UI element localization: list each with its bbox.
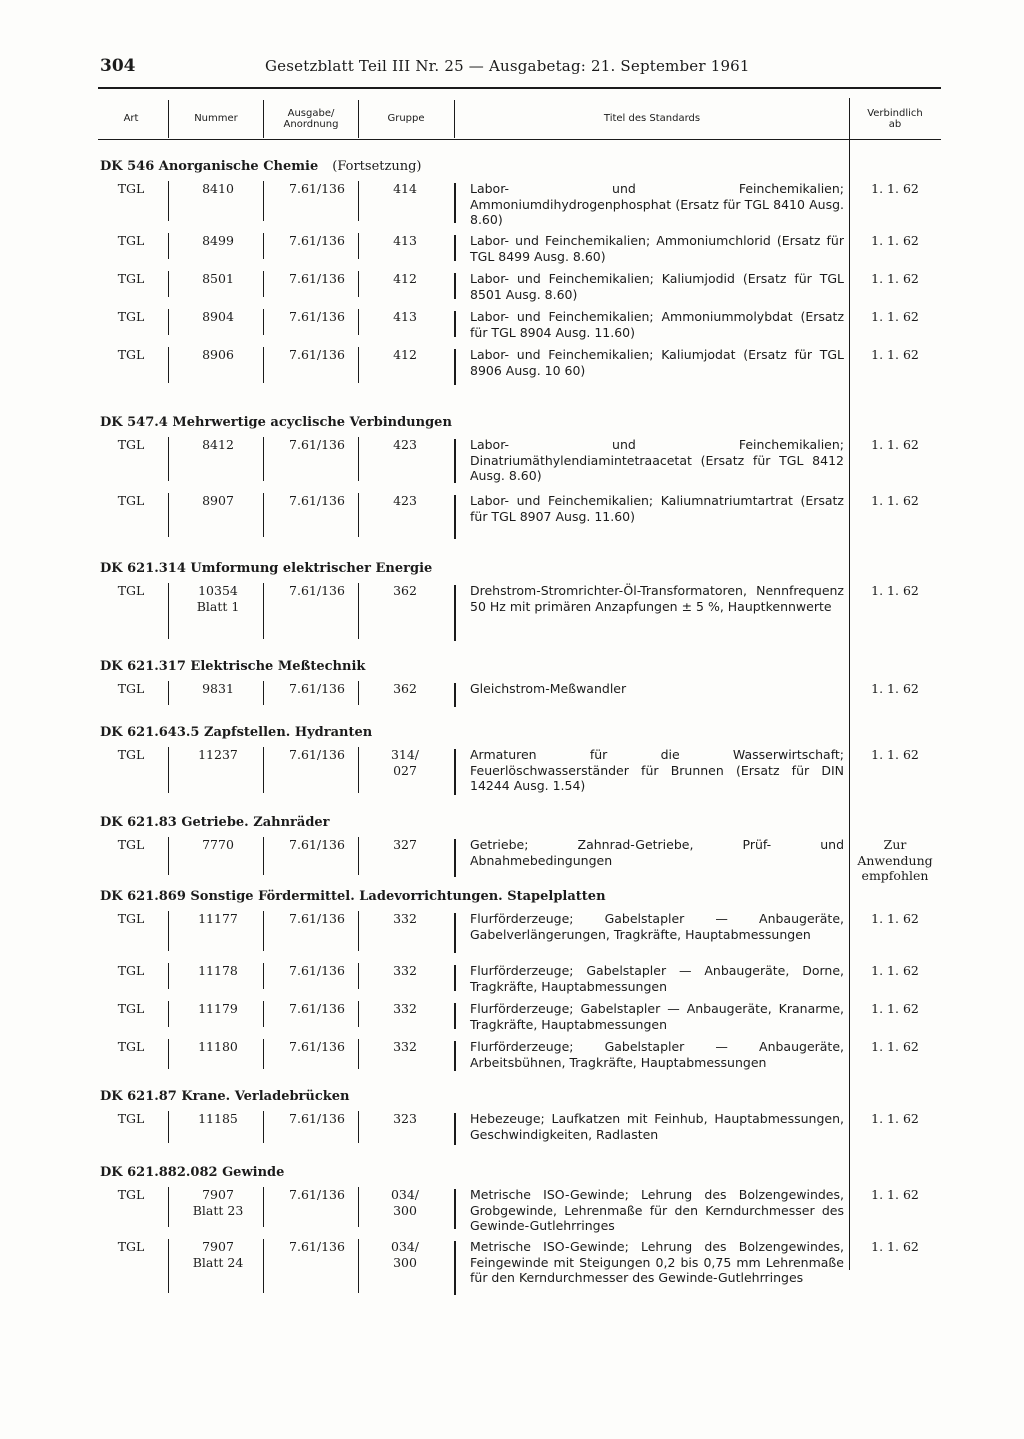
row-divider-line (263, 181, 264, 221)
row-divider-line (263, 837, 264, 875)
row-divider-line (263, 911, 264, 951)
table-row (98, 491, 941, 547)
row-divider-line (454, 839, 456, 877)
row-divider-line (358, 309, 359, 335)
cell-gruppe: 412 (393, 347, 417, 362)
cell-gruppe: 362 (393, 681, 417, 696)
cell-nummer: 8904 (202, 309, 234, 324)
section-note: (Fortsetzung) (332, 159, 422, 174)
row-divider-line (168, 681, 169, 705)
cell-nummer: 8907 (202, 493, 234, 508)
row-divider-line (263, 1039, 264, 1069)
cell-art: TGL (117, 347, 145, 362)
section-title (98, 557, 941, 581)
cell-verbindlich: 1. 1. 62 (871, 347, 919, 362)
table-row (98, 581, 941, 649)
cell-ausgabe: 7.61/136 (289, 271, 345, 286)
row-divider-line (263, 1001, 264, 1027)
column-header-nummer: Nummer (194, 113, 238, 125)
section-title (98, 155, 941, 179)
row-divider-line (454, 183, 456, 223)
row-divider-line (454, 1041, 456, 1071)
cell-nummer: 11237 (198, 747, 238, 762)
cell-art: TGL (117, 583, 145, 598)
cell-ausgabe: 7.61/136 (289, 181, 345, 196)
cell-ausgabe: 7.61/136 (289, 309, 345, 324)
cell-titel: Metrische ISO-Gewinde; Lehrung des Bolzengewindes, Feingewinde mit Steigungen 0,2 bis 0,75 mm Lehrenmaße für den Kerndurchmesser des Gewinde-Gutlehrringes (470, 1239, 844, 1285)
cell-art: TGL (117, 309, 145, 324)
row-divider-line (263, 1187, 264, 1227)
section-title (98, 1161, 941, 1185)
cell-verbindlich: 1. 1. 62 (871, 1239, 919, 1254)
column-divider (168, 100, 169, 138)
row-divider-line (168, 911, 169, 951)
column-header-gruppe: Gruppe (387, 113, 425, 125)
cell-verbindlich: 1. 1. 62 (871, 1001, 919, 1016)
row-divider-line (263, 1111, 264, 1143)
cell-ausgabe: 7.61/136 (289, 583, 345, 598)
header-bottom-rule (98, 139, 941, 140)
row-divider-line (168, 437, 169, 481)
page-number: 304 (100, 56, 136, 76)
cell-ausgabe: 7.61/136 (289, 963, 345, 978)
cell-nummer: 11185 (198, 1111, 238, 1126)
cell-verbindlich: 1. 1. 62 (871, 181, 919, 196)
cell-titel: Labor- und Feinchemikalien; Ammoniumchlorid (Ersatz für TGL 8499 Ausg. 8.60) (470, 233, 844, 264)
row-divider-line (263, 347, 264, 383)
cell-ausgabe: 7.61/136 (289, 911, 345, 926)
row-divider-line (263, 583, 264, 639)
cell-art: TGL (117, 493, 145, 508)
cell-verbindlich: 1. 1. 62 (871, 233, 919, 248)
table-row (98, 435, 941, 491)
cell-nummer: 7907 Blatt 23 (192, 1187, 244, 1218)
table-row (98, 1185, 941, 1237)
cell-gruppe: 327 (393, 837, 417, 852)
row-divider-line (263, 493, 264, 537)
table-row (98, 179, 941, 231)
row-divider-line (454, 585, 456, 641)
cell-ausgabe: 7.61/136 (289, 437, 345, 452)
cell-ausgabe: 7.61/136 (289, 347, 345, 362)
cell-ausgabe: 7.61/136 (289, 1111, 345, 1126)
cell-titel: Flurförderzeuge; Gabelstapler — Anbaugeräte, Dorne, Tragkräfte, Hauptabmessungen (470, 963, 844, 994)
row-divider-line (454, 913, 456, 953)
row-divider-line (454, 439, 456, 483)
cell-titel: Flurförderzeuge; Gabelstapler — Anbaugeräte, Gabelverlängerungen, Tragkräfte, Hauptabmessungen (470, 911, 844, 942)
table-row (98, 999, 941, 1037)
standards-table (98, 155, 941, 1303)
cell-gruppe: 362 (393, 583, 417, 598)
row-divider-line (168, 1039, 169, 1069)
table-row (98, 835, 941, 885)
cell-verbindlich: 1. 1. 62 (871, 271, 919, 286)
column-header-titel: Titel des Standards (603, 113, 701, 125)
section-title-text: DK 621.87 Krane. Verladebrücken (100, 1089, 350, 1104)
cell-gruppe: 414 (393, 181, 417, 196)
cell-art: TGL (117, 181, 145, 196)
row-divider-line (168, 271, 169, 297)
row-divider-line (358, 1039, 359, 1069)
cell-verbindlich: 1. 1. 62 (871, 309, 919, 324)
row-divider-line (454, 495, 456, 539)
top-rule (98, 87, 941, 89)
cell-gruppe: 332 (393, 1039, 417, 1054)
cell-nummer: 8410 (202, 181, 234, 196)
row-divider-line (263, 747, 264, 793)
cell-art: TGL (117, 271, 145, 286)
cell-art: TGL (117, 1239, 145, 1254)
cell-nummer: 8412 (202, 437, 234, 452)
row-divider-line (454, 749, 456, 795)
row-divider-line (168, 347, 169, 383)
section-title (98, 885, 941, 909)
row-divider-line (454, 1189, 456, 1229)
cell-verbindlich: 1. 1. 62 (871, 911, 919, 926)
cell-verbindlich: 1. 1. 62 (871, 1111, 919, 1126)
cell-titel: Flurförderzeuge; Gabelstapler — Anbaugeräte, Arbeitsbühnen, Tragkräfte, Hauptabmessungen (470, 1039, 844, 1070)
row-divider-line (168, 963, 169, 989)
row-divider-line (263, 1239, 264, 1293)
cell-ausgabe: 7.61/136 (289, 681, 345, 696)
cell-art: TGL (117, 1187, 145, 1202)
row-divider-line (454, 1003, 456, 1029)
cell-gruppe: 034/ 300 (390, 1239, 420, 1270)
cell-ausgabe: 7.61/136 (289, 837, 345, 852)
cell-ausgabe: 7.61/136 (289, 747, 345, 762)
table-row (98, 1109, 941, 1153)
cell-verbindlich: 1. 1. 62 (871, 437, 919, 452)
cell-titel: Flurförderzeuge; Gabelstapler — Anbaugeräte, Kranarme, Tragkräfte, Hauptabmessungen (470, 1001, 844, 1032)
row-divider-line (358, 1001, 359, 1027)
cell-nummer: 10354 Blatt 1 (196, 583, 240, 614)
cell-ausgabe: 7.61/136 (289, 1187, 345, 1202)
cell-nummer: 8906 (202, 347, 234, 362)
cell-titel: Labor- und Feinchemikalien; Kaliumjodid (Ersatz für TGL 8501 Ausg. 8.60) (470, 271, 844, 302)
table-row (98, 1037, 941, 1079)
cell-titel: Hebezeuge; Laufkatzen mit Feinhub, Hauptabmessungen, Geschwindigkeiten, Radlasten (470, 1111, 844, 1142)
cell-verbindlich: 1. 1. 62 (871, 681, 919, 696)
cell-ausgabe: 7.61/136 (289, 493, 345, 508)
row-divider-line (168, 1001, 169, 1027)
cell-ausgabe: 7.61/136 (289, 1001, 345, 1016)
table-row (98, 745, 941, 803)
section-title (98, 411, 941, 435)
cell-verbindlich: 1. 1. 62 (871, 1187, 919, 1202)
cell-art: TGL (117, 437, 145, 452)
row-divider-line (168, 747, 169, 793)
cell-verbindlich: 1. 1. 62 (871, 583, 919, 598)
cell-verbindlich: 1. 1. 62 (871, 963, 919, 978)
cell-titel: Metrische ISO-Gewinde; Lehrung des Bolzengewindes, Grobgewinde, Lehrenmaße für den Kerndurchmesser des Gewinde-Gutlehrringes (470, 1187, 844, 1233)
cell-gruppe: 413 (393, 309, 417, 324)
column-headers (98, 98, 941, 140)
column-header-verbindlich: Verbindlich ab (867, 107, 923, 130)
row-divider-line (358, 747, 359, 793)
cell-ausgabe: 7.61/136 (289, 1039, 345, 1054)
cell-ausgabe: 7.61/136 (289, 233, 345, 248)
cell-art: TGL (117, 963, 145, 978)
section-title (98, 811, 941, 835)
cell-verbindlich: 1. 1. 62 (871, 747, 919, 762)
cell-gruppe: 412 (393, 271, 417, 286)
column-header-art: Art (123, 113, 139, 125)
row-divider-line (358, 837, 359, 875)
column-divider (263, 100, 264, 138)
cell-nummer: 11177 (198, 911, 238, 926)
section-title-text: DK 546 Anorganische Chemie (100, 159, 319, 174)
table-row (98, 909, 941, 961)
cell-art: TGL (117, 911, 145, 926)
page-header (100, 56, 840, 76)
table-row (98, 307, 941, 345)
cell-art: TGL (117, 837, 145, 852)
cell-gruppe: 034/ 300 (390, 1187, 420, 1218)
cell-titel: Labor- und Feinchemikalien; Dinatriumäthylendiamintetraacetat (Ersatz für TGL 8412 Ausg. 8.60) (470, 437, 844, 483)
cell-titel: Armaturen für die Wasserwirtschaft; Feuerlöschwasserständer für Brunnen (Ersatz für DIN 14244 Ausg. 1.54) (470, 747, 844, 793)
section-title-text: DK 621.882.082 Gewinde (100, 1165, 285, 1180)
section-title-text: DK 621.83 Getriebe. Zahnräder (100, 815, 330, 830)
section-title-text: DK 547.4 Mehrwertige acyclische Verbindungen (100, 415, 452, 430)
cell-gruppe: 323 (393, 1111, 417, 1126)
section-title (98, 721, 941, 745)
row-divider-line (358, 963, 359, 989)
section-title (98, 1085, 941, 1109)
cell-art: TGL (117, 233, 145, 248)
row-divider-line (358, 181, 359, 221)
cell-verbindlich: 1. 1. 62 (871, 493, 919, 508)
row-divider-line (168, 1111, 169, 1143)
row-divider-line (358, 1111, 359, 1143)
row-divider-line (454, 235, 456, 261)
row-divider-line (263, 963, 264, 989)
cell-nummer: 7770 (202, 837, 234, 852)
row-divider-line (263, 681, 264, 705)
column-divider (454, 100, 455, 138)
cell-titel: Labor- und Feinchemikalien; Ammoniummolybdat (Ersatz für TGL 8904 Ausg. 11.60) (470, 309, 844, 340)
cell-gruppe: 423 (393, 437, 417, 452)
cell-gruppe: 332 (393, 911, 417, 926)
table-row (98, 269, 941, 307)
cell-art: TGL (117, 1111, 145, 1126)
cell-verbindlich: 1. 1. 62 (871, 1039, 919, 1054)
cell-art: TGL (117, 681, 145, 696)
cell-gruppe: 413 (393, 233, 417, 248)
column-divider (358, 100, 359, 138)
row-divider-line (263, 271, 264, 297)
section-title-text: DK 621.869 Sonstige Fördermittel. Ladevorrichtungen. Stapelplatten (100, 889, 606, 904)
cell-gruppe: 332 (393, 963, 417, 978)
row-divider-line (454, 273, 456, 299)
cell-titel: Drehstrom-Stromrichter-Öl-Transformatoren, Nennfrequenz 50 Hz mit primären Anzapfungen ± 5 %, Hauptkennwerte (470, 583, 844, 614)
row-divider-line (358, 1187, 359, 1227)
row-divider-line (358, 347, 359, 383)
section-title-text: DK 621.317 Elektrische Meßtechnik (100, 659, 366, 674)
cell-titel: Labor- und Feinchemikalien; Ammoniumdihydrogenphosphat (Ersatz für TGL 8410 Ausg. 8.60) (470, 181, 844, 227)
row-divider-line (358, 437, 359, 481)
cell-nummer: 11178 (198, 963, 238, 978)
table-row (98, 345, 941, 393)
table-row (98, 1237, 941, 1303)
cell-nummer: 8499 (202, 233, 234, 248)
cell-gruppe: 314/ 027 (390, 747, 420, 778)
table-row (98, 679, 941, 715)
row-divider-line (168, 583, 169, 639)
row-divider-line (263, 437, 264, 481)
row-divider-line (263, 309, 264, 335)
row-divider-line (454, 683, 456, 707)
page-title: Gesetzblatt Teil III Nr. 25 — Ausgabetag: 21. September 1961 (265, 57, 750, 75)
row-divider-line (454, 349, 456, 385)
cell-titel: Gleichstrom-Meßwandler (470, 681, 627, 696)
cell-nummer: 11179 (198, 1001, 238, 1016)
row-divider-line (358, 493, 359, 537)
row-divider-line (168, 837, 169, 875)
cell-nummer: 9831 (202, 681, 234, 696)
cell-gruppe: 423 (393, 493, 417, 508)
row-divider-line (168, 181, 169, 221)
section-title (98, 655, 941, 679)
column-header-ausgabe: Ausgabe/ Anordnung (283, 107, 339, 130)
row-divider-line (358, 271, 359, 297)
cell-titel: Labor- und Feinchemikalien; Kaliumnatriumtartrat (Ersatz für TGL 8907 Ausg. 11.60) (470, 493, 844, 524)
cell-titel: Labor- und Feinchemikalien; Kaliumjodat (Ersatz für TGL 8906 Ausg. 10 60) (470, 347, 844, 378)
row-divider-line (358, 583, 359, 639)
cell-nummer: 11180 (198, 1039, 238, 1054)
cell-art: TGL (117, 747, 145, 762)
row-divider-line (168, 493, 169, 537)
row-divider-line (454, 1113, 456, 1145)
cell-nummer: 8501 (202, 271, 234, 286)
table-row (98, 231, 941, 269)
row-divider-line (454, 1241, 456, 1295)
cell-titel: Getriebe; Zahnrad-Getriebe, Prüf- und Abnahmebedingungen (470, 837, 844, 868)
table-row (98, 961, 941, 999)
cell-ausgabe: 7.61/136 (289, 1239, 345, 1254)
section-title-text: DK 621.314 Umformung elektrischer Energie (100, 561, 433, 576)
cell-gruppe: 332 (393, 1001, 417, 1016)
cell-art: TGL (117, 1039, 145, 1054)
row-divider-line (358, 233, 359, 259)
row-divider-line (358, 911, 359, 951)
row-divider-line (168, 1187, 169, 1227)
row-divider-line (263, 233, 264, 259)
row-divider-line (358, 1239, 359, 1293)
row-divider-line (454, 965, 456, 991)
cell-art: TGL (117, 1001, 145, 1016)
cell-nummer: 7907 Blatt 24 (192, 1239, 244, 1270)
cell-verbindlich: Zur Anwendung empfohlen (857, 837, 933, 883)
row-divider-line (454, 311, 456, 337)
row-divider-line (168, 1239, 169, 1293)
section-title-text: DK 621.643.5 Zapfstellen. Hydranten (100, 725, 373, 740)
row-divider-line (358, 681, 359, 705)
row-divider-line (168, 233, 169, 259)
row-divider-line (168, 309, 169, 335)
